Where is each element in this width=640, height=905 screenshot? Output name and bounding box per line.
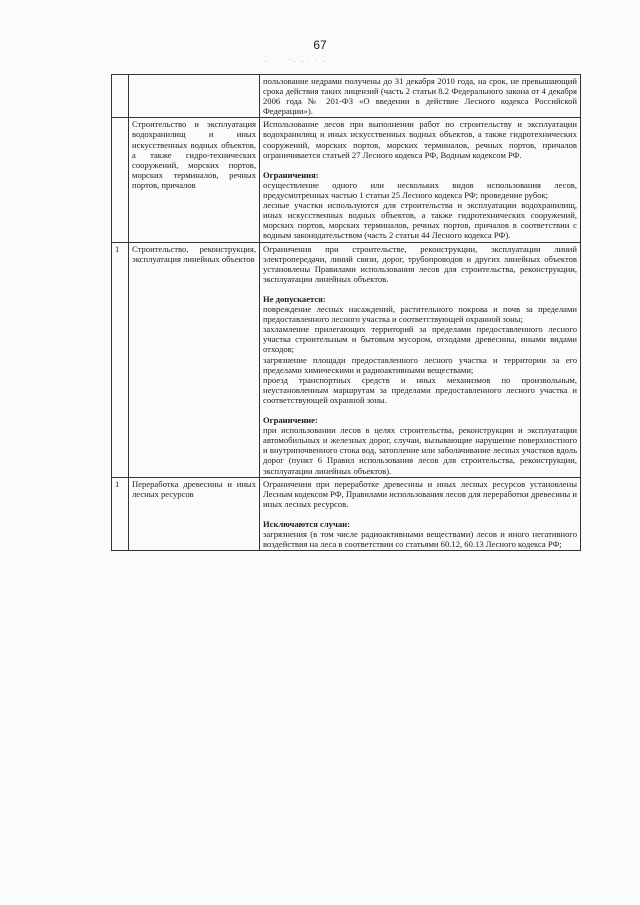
paragraph: повреждение лесных насаждений, растительного покрова и почв за пределами предоставленного лесного участка и соответствующей охранной зоны; bbox=[263, 304, 577, 325]
row-number-cell bbox=[112, 75, 129, 118]
section-heading: Исключаются случаи: bbox=[263, 519, 350, 530]
table-row bbox=[112, 118, 581, 242]
paragraph-gap bbox=[263, 405, 577, 415]
usage-type-cell: Строительство и эксплуатация водохранилищ и иных искусственных водных объектов, а также гидро-технических сооружений, морских портов, морских терминалов, речных портов, причалов bbox=[129, 118, 260, 242]
paragraph: захламление прилегающих территорий за пределами предоставленного лесного участка строительным и бытовым мусором, отходами древесины, иными видами отходов; bbox=[263, 324, 577, 355]
paragraph: осуществление одного или нескольких видов использования лесов, предусмотренных частью 1 статьи 25 Лесного кодекса РФ; проведение рубок; bbox=[263, 179, 577, 201]
paragraph: пользование недрами получены до 31 декабря 2010 года, на срок, не превышающий срока действия таких лицензий (часть 2 статьи 8.2 Федерального закона от 4 декабря 2006 года № 201-ФЗ «О введении в действие Лесного кодекса Российской Федерации»). bbox=[263, 76, 577, 117]
paragraph: Ограничения при строительстве, реконструкции, эксплуатации линий электропередачи, линий связи, дорог, трубопроводов и других линейных объектов установлены Правилами использования лесов для строительства, реконструкции, эксплуатации линейных объектов. bbox=[263, 243, 577, 284]
paragraph: загрязнение площади предоставленного лесного участка и территории за его пределами химическими и радиоактивными веществами; bbox=[263, 354, 577, 375]
paragraph: при использовании лесов в целях строительства, реконструкции и эксплуатации автомобильных и железных дорог, случаи, вызывающие нарушение поверхностного и внутрипочвенного стока вод, затопление или заболачивание лесных участков вдоль дорог (пункт 6 Правил использования лесов для строительства, реконструкции, эксплуатации линейных объектов). bbox=[263, 425, 577, 476]
paragraph-gap bbox=[263, 284, 577, 294]
usage-type-cell: Строительство, реконструкция, эксплуатация линейных объектов bbox=[129, 242, 260, 477]
usage-type-cell: Переработка древесины и иных лесных ресурсов bbox=[129, 477, 260, 551]
restrictions-cell bbox=[260, 118, 581, 242]
table-row bbox=[112, 75, 581, 118]
section-heading: Ограничение: bbox=[263, 415, 318, 426]
section-heading: Ограничения: bbox=[263, 169, 319, 180]
usage-type-cell bbox=[129, 75, 260, 118]
row-number-cell: 1 bbox=[112, 477, 129, 551]
paragraph: лесные участки используются для строительства и эксплуатации водохранилищ, иных искусственных водных объектов, а также гидротехнических сооружений, морских портов, морских терминалов, речных портов, причалов в соответствии с водным законодательством (часть 2 статьи 44 Лесного кодекса РФ). bbox=[263, 200, 577, 241]
paragraph: загрязнения (в том числе радиоактивными веществами) лесов и иного негативного воздействия на леса в соответствии со статьями 60.12, 60.13 Лесного кодекса РФ; bbox=[263, 529, 577, 550]
row-number-cell: 1 bbox=[112, 242, 129, 477]
table-row bbox=[112, 242, 581, 477]
restrictions-cell bbox=[260, 477, 581, 551]
restrictions-cell bbox=[260, 242, 581, 477]
restrictions-cell bbox=[260, 75, 581, 118]
paragraph: Использование лесов при выполнении работ по строительству и эксплуатации водохранилищ и иных искусственных водных объектов, а также гидротехнических сооружений, морских портов, морских терминалов, речных портов, причалов ограничивается статьей 27 Лесного кодекса РФ, Водным кодексом РФ. bbox=[263, 119, 577, 160]
paragraph: проезд транспортных средств и иных механизмов по произвольным, неустановленным маршрутам за пределами предоставленного лесного участка и соответствующей охранной зоны. bbox=[263, 374, 577, 405]
paragraph-gap bbox=[263, 509, 577, 519]
page-number: 67 bbox=[313, 38, 327, 52]
row-number-cell bbox=[112, 118, 129, 242]
regulations-table bbox=[111, 74, 581, 551]
section-heading: Не допускается: bbox=[263, 293, 326, 304]
paragraph: Ограничения при переработке древесины и иных лесных ресурсов установлены Лесным кодексом РФ, Правилами использования лесов для переработки древесины и иных лесных ресурсов. bbox=[263, 478, 577, 509]
scan-artifact: · ˙ ˙ ˙· ·˙ ˙ · bbox=[265, 58, 327, 66]
paragraph-gap bbox=[263, 160, 577, 170]
table-row bbox=[112, 477, 581, 551]
